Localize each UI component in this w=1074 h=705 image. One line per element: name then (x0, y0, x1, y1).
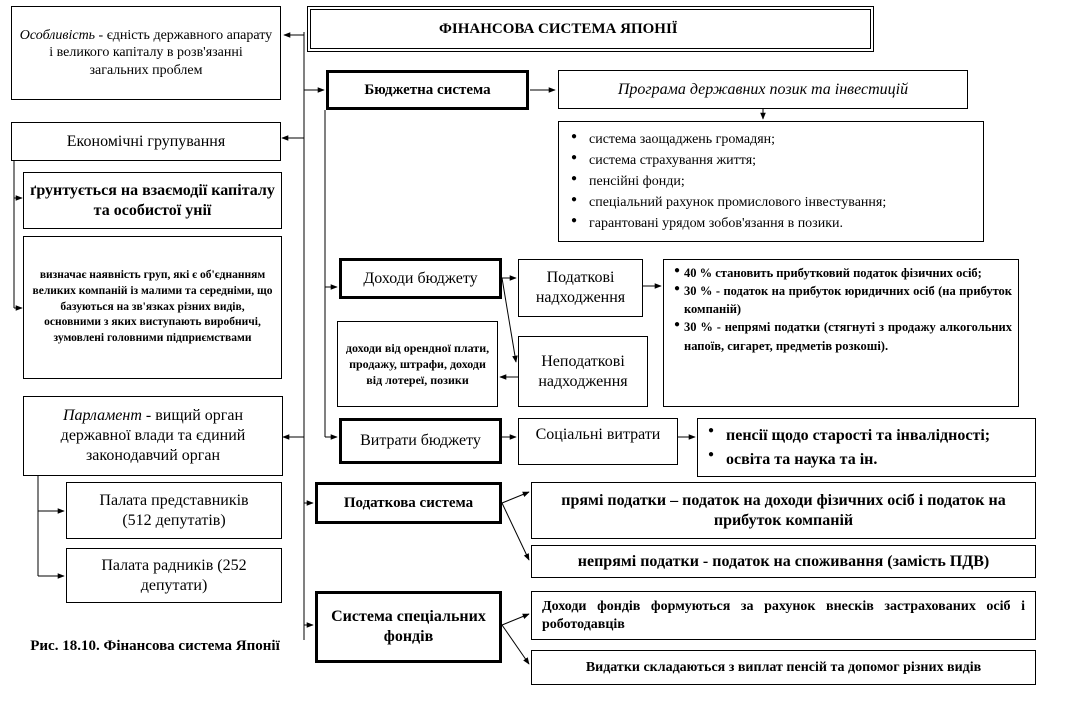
figure-caption-text: Рис. 18.10. Фінансова система Японії (30, 638, 280, 654)
social-expenditures-box (518, 418, 678, 465)
economic-groups-defines-box (23, 236, 282, 379)
tax-system-box (315, 482, 502, 524)
diagram-title (307, 6, 874, 52)
expenditures-label: Витрати бюджету (360, 432, 481, 449)
list-item: ● освіта та наука та ін. (704, 448, 990, 471)
list-item: ● система заощаджень громадян; (567, 129, 886, 150)
program-label: Програма державних позик та інвестицій (617, 80, 909, 98)
indirect-taxes-box (531, 545, 1036, 578)
social-expenditures-label: Соціальні витрати (535, 426, 661, 443)
list-item: ● спеціальний рахунок промислового інвестування; (567, 192, 886, 213)
expenditures-box (339, 418, 502, 464)
non-tax-detail-text: доходи від орендної плати, продажу, штрафи, доходи від лотереї, позики (345, 340, 490, 388)
indirect-taxes-text: непрямі податки - податок на споживання (замість ПДВ) (577, 552, 990, 570)
tax-revenue-label: Податкові надходження (535, 269, 626, 306)
funds-expenses-box (531, 650, 1036, 685)
parliament-box (23, 396, 283, 476)
non-tax-revenue-label: Неподаткові надходження (538, 352, 628, 390)
economic-groups-box (11, 122, 281, 161)
list-item: ● пенсії щодо старості та інвалідності; (704, 424, 990, 447)
special-funds-label: Система спеціальних фондів (331, 608, 486, 645)
funds-income-box (531, 591, 1036, 640)
list-item: ● 30 % - податок на прибуток юридичних осіб (на прибуток компаній) (670, 282, 1012, 318)
house-representatives-text: Палата представників (512 депутатів) (99, 491, 249, 529)
tax-items-box (663, 259, 1019, 407)
direct-taxes-text: прямі податки – податок на доходи фізичних осіб і податок на прибуток компаній (561, 491, 1006, 529)
budget-system-box (326, 70, 529, 110)
program-box (558, 70, 968, 109)
special-funds-box (315, 591, 502, 663)
economic-groups-defines-text: визначає наявність груп, які є об'єднанням великих компаній із малими та середніми, що базуються на зв'язках різних видів, основними з яких виступають виробничі, зумовлені головними підприємствами (32, 268, 273, 345)
budget-system-label: Бюджетна система (364, 81, 491, 98)
non-tax-detail-box (337, 321, 498, 407)
list-item: ● 40 % становить прибутковий податок фізичних осіб; (670, 264, 1012, 282)
list-item: ● пенсійні фонди; (567, 171, 886, 192)
feature-text: - єдність державного апарату і великого капіталу в розв'язанні загальних проблем (49, 27, 273, 78)
house-councillors-box (66, 548, 282, 603)
house-representatives-box (66, 482, 282, 539)
revenues-label: Доходи бюджету (363, 269, 478, 287)
program-list (567, 129, 886, 234)
house-councillors-text: Палата радників (252 депутати) (101, 556, 247, 594)
parliament-text: - вищий орган державної влади та єдиний законодавчий орган (60, 407, 246, 464)
program-list-box (558, 121, 984, 242)
economic-groups-base-text: ґрунтується на взаємодії капіталу та особистої унії (30, 181, 275, 219)
social-items-box (697, 418, 1036, 477)
tax-items-list (670, 264, 1012, 355)
feature-term: Особливість (19, 27, 96, 43)
diagram-title-text: ФІНАНСОВА СИСТЕМА ЯПОНІЇ (439, 21, 678, 37)
list-item: ● система страхування життя; (567, 150, 886, 171)
figure-caption (25, 637, 285, 657)
economic-groups-label: Економічні групування (66, 132, 226, 150)
non-tax-revenue-box (518, 336, 648, 407)
revenues-box (339, 258, 502, 299)
tax-system-label: Податкова система (343, 494, 474, 511)
social-items-list (704, 424, 990, 470)
funds-income-text: Доходи фондів формуються за рахунок внесків застрахованих осіб і роботодавців (542, 599, 1025, 632)
list-item: ● 30 % - непрямі податки (стягнуті з продажу алкогольних напоїв, сигарет, предметів розкоші). (670, 318, 1012, 354)
feature-box (11, 6, 281, 100)
economic-groups-base-box (23, 172, 282, 229)
funds-expenses-text: Видатки складаються з виплат пенсій та допомог різних видів (585, 659, 982, 675)
list-item: ● гарантовані урядом зобов'язання в позики. (567, 213, 886, 234)
tax-revenue-box (518, 259, 643, 317)
direct-taxes-box (531, 482, 1036, 539)
parliament-term: Парламент (62, 407, 142, 424)
